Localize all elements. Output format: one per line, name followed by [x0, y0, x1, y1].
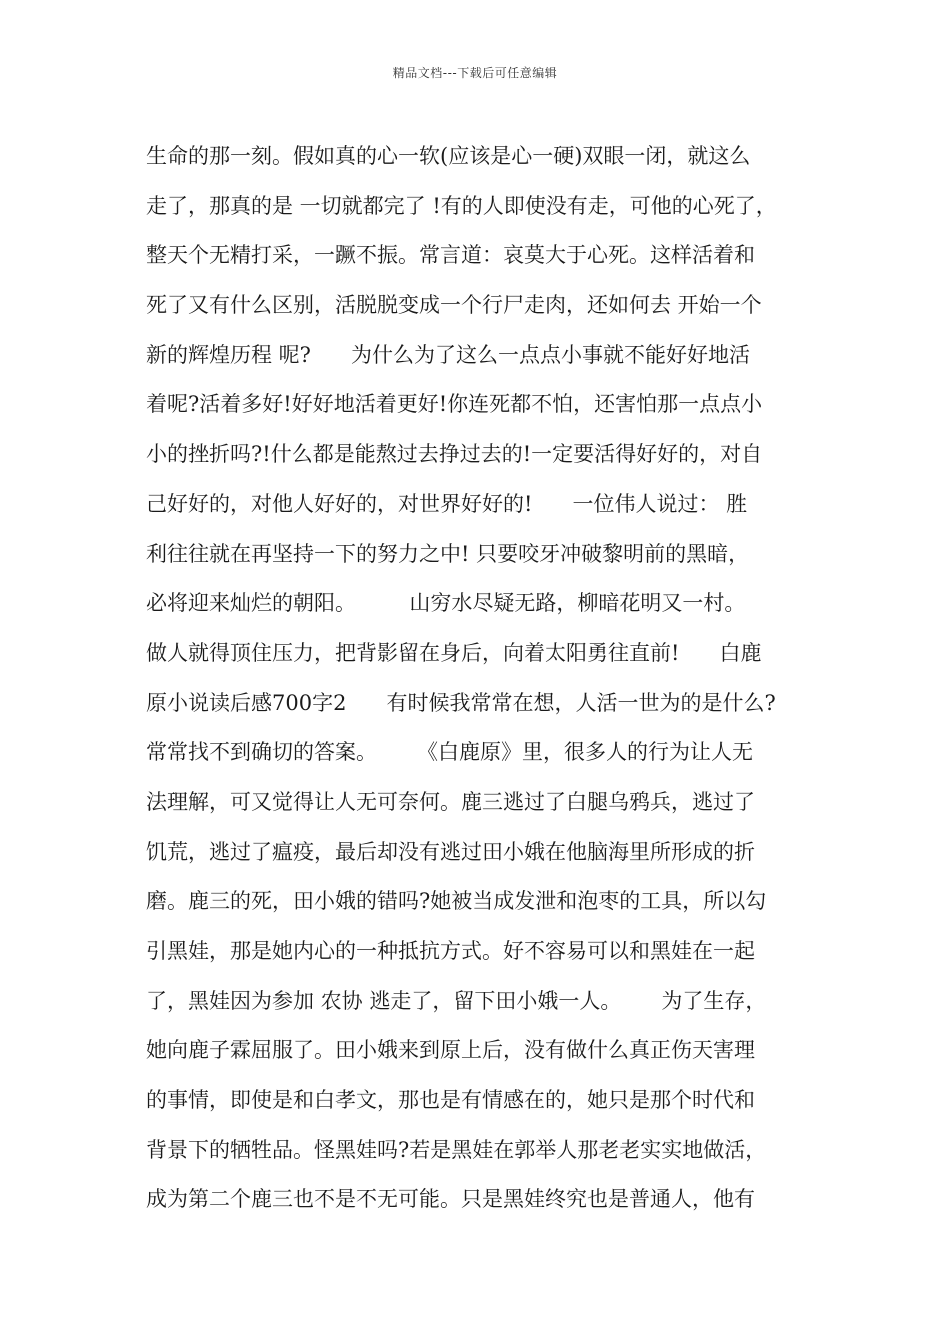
text-line: 磨。鹿三的死，田小娥的错吗?她被当成发泄和泡枣的工具，所以勾	[146, 889, 767, 914]
text-line: 饥荒，逃过了瘟疫，最后却没有逃过田小娥在他脑海里所形成的折	[146, 839, 755, 864]
text-line: 成为第二个鹿三也不是不无可能。只是黑娃终究也是普通人，他有	[146, 1187, 755, 1212]
text-line: 引黑娃，那是她内心的一种抵抗方式。好不容易可以和黑娃在一起	[146, 939, 755, 963]
text-line: 了，黑娃因为参加 农协 逃走了，留下田小娥一人。 为了生存，	[146, 988, 767, 1013]
text-line: 常常找不到确切的答案。 《白鹿原》里，很多人的行为让人无	[146, 740, 754, 765]
text-line: 必将迎来灿烂的朝阳。 山穷水尽疑无路，柳暗花明又一村。	[146, 591, 746, 616]
text-line: 法理解，可又觉得让人无可奈何。鹿三逃过了白腿乌鸦兵，逃过了	[146, 789, 755, 814]
text-line: 新的辉煌历程 呢? 为什么为了这么一点点小事就不能好好地活	[146, 342, 750, 367]
text-line: 做人就得顶住压力，把背影留在身后，向着太阳勇往直前! 白鹿	[146, 640, 762, 665]
text-line: 死了又有什么区别，活脱脱变成一个行尸走肉，还如何去 开始一个	[146, 293, 762, 318]
text-line: 她向鹿子霖屈服了。田小娥来到原上后，没有做什么真正伤天害理	[146, 1038, 755, 1063]
text-line: 己好好的，对他人好好的，对世界好好的! 一位伟人说过： 胜	[146, 491, 748, 516]
text-line: 的事情，即使是和白孝文，那也是有情感在的，她只是那个时代和	[146, 1088, 755, 1113]
text-line: 背景下的牺牲品。怪黑娃吗?若是黑娃在郭举人那老老实实地做活，	[146, 1137, 767, 1162]
text-line: 走了，那真的是 一切就都完了 !有的人即使没有走，可他的心死了，	[146, 193, 777, 218]
body-text	[146, 132, 826, 1225]
text-line: 生命的那一刻。假如真的心一软(应该是心一硬)双眼一闭，就这么	[146, 144, 751, 168]
text-line: 小的挫折吗?!什么都是能熬过去挣过去的!一定要活得好好的，对自	[146, 442, 763, 467]
text-line: 整天个无精打采，一蹶不振。常言道：哀莫大于心死。这样活着和	[146, 243, 755, 268]
text-line: 利往往就在再坚持一下的努力之中! 只要咬牙冲破黎明前的黑暗，	[146, 541, 750, 566]
text-line: 原小说读后感700字2 有时候我常常在想，人活一世为的是什么?	[146, 690, 776, 715]
page-header: 精品文档---下载后可任意编辑	[392, 66, 558, 80]
text-line: 着呢?活着多好!好好地活着更好!你连死都不怕，还害怕那一点点小	[146, 392, 763, 417]
